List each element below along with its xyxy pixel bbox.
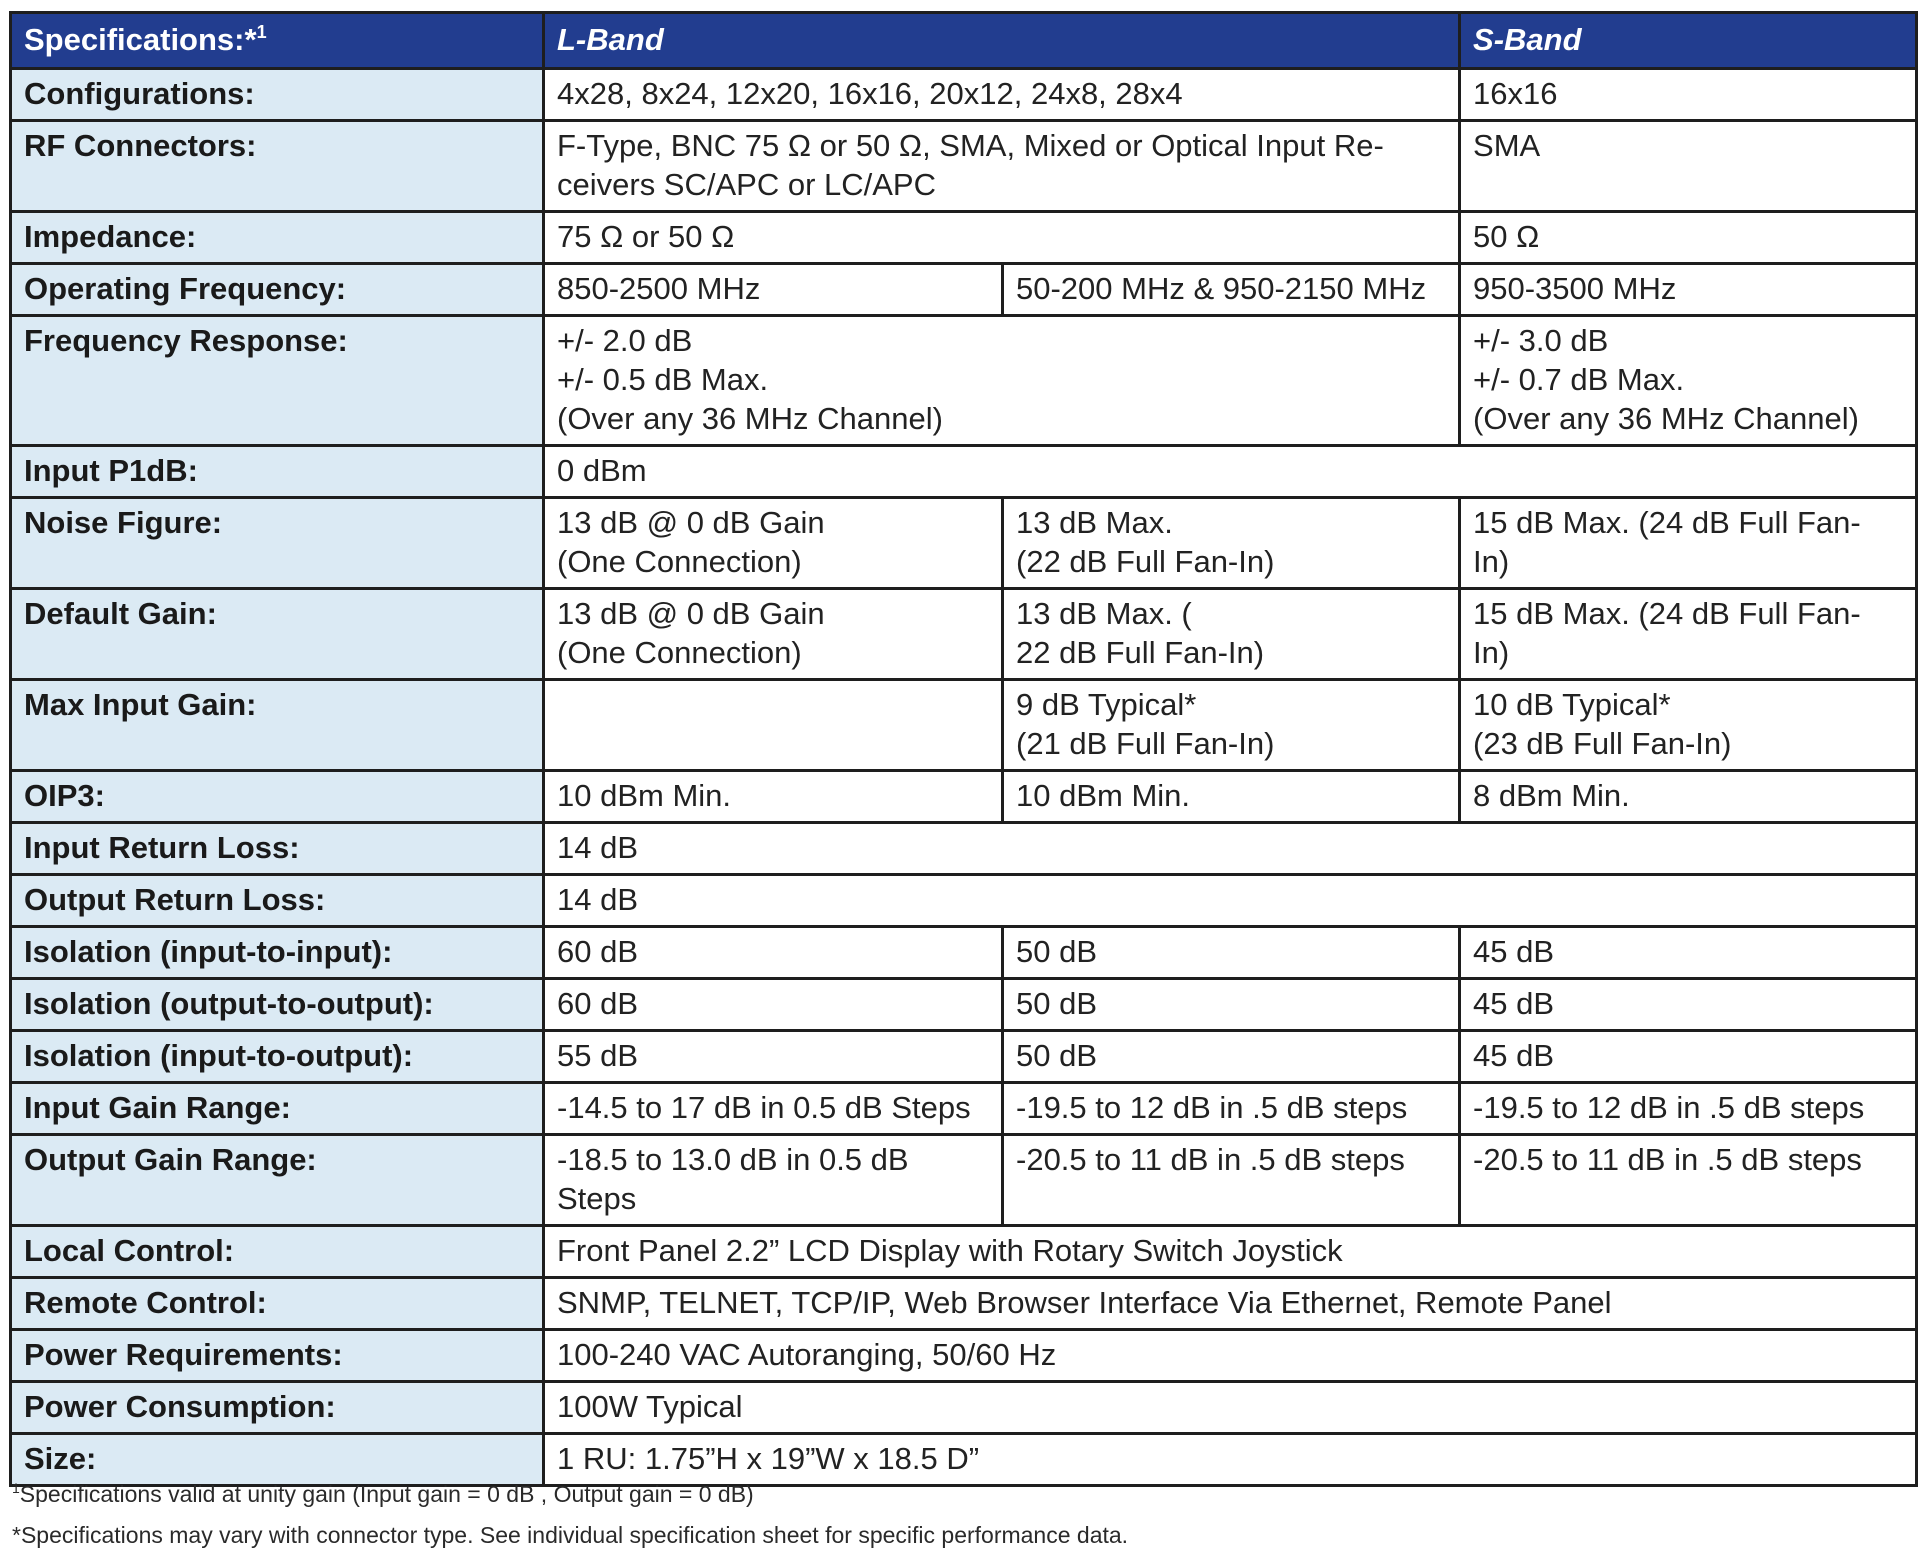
footnote-1-text: Specifications valid at unity gain (Input gain = 0 dB , Output gain = 0 dB) [19,1481,754,1507]
operating-frequency-l-band-b: 50-200 MHz & 950-2150 MHz [1003,264,1460,316]
table-row [11,121,1917,212]
row-label-impedance: Impedance: [11,212,544,264]
input-gain-range-s-band: -19.5 to 12 dB in .5 dB steps [1460,1083,1917,1135]
default-gain-s-line2: In) [1473,635,1510,670]
header-spec-label: Specifications:* [24,22,257,57]
row-label-input-return-loss: Input Return Loss: [11,823,544,875]
row-label-frequency-response: Frequency Response: [11,316,544,446]
noise-figure-l-a-line1: 13 dB @ 0 dB Gain [557,505,825,540]
frequency-response-l-line1: +/- 2.0 dB [557,323,693,358]
header-specifications [11,13,544,69]
operating-frequency-s-band: 950-3500 MHz [1460,264,1917,316]
input-return-loss-value: 14 dB [544,823,1917,875]
table-row [11,212,1917,264]
row-label-rf-connectors: RF Connectors: [11,121,544,212]
default-gain-s-line1: 15 dB Max. (24 dB Full Fan- [1473,596,1861,631]
input-gain-range-l-band-b: -19.5 to 12 dB in .5 dB steps [1003,1083,1460,1135]
output-gain-range-l-a-line1: -18.5 to 13.0 dB in 0.5 dB [557,1142,909,1177]
input-gain-range-l-band-a: -14.5 to 17 dB in 0.5 dB Steps [544,1083,1003,1135]
frequency-response-s-line1: +/- 3.0 dB [1473,323,1609,358]
table-row [11,1382,1917,1434]
noise-figure-l-band-a [544,498,1003,589]
power-consumption-value: 100W Typical [544,1382,1917,1434]
table-row [11,1083,1917,1135]
table-row [11,1135,1917,1226]
remote-control-value: SNMP, TELNET, TCP/IP, Web Browser Interface Via Ethernet, Remote Panel [544,1278,1917,1330]
max-input-gain-l-b-line2: (21 dB Full Fan-In) [1016,726,1275,761]
rf-connectors-l-line1: F-Type, BNC 75 Ω or 50 Ω, SMA, Mixed or Optical Input Re- [557,128,1384,163]
oip3-s-band: 8 dBm Min. [1460,771,1917,823]
max-input-gain-l-b-line1: 9 dB Typical* [1016,687,1197,722]
oip3-l-band-a: 10 dBm Min. [544,771,1003,823]
table-row [11,680,1917,771]
max-input-gain-s-band [1460,680,1917,771]
table-row [11,316,1917,446]
footnote-1-mark: 1 [12,1480,20,1496]
row-label-isolation-output-to-output: Isolation (output-to-output): [11,979,544,1031]
isolation-out-out-s-band: 45 dB [1460,979,1917,1031]
impedance-s-band: 50 Ω [1460,212,1917,264]
isolation-in-in-s-band: 45 dB [1460,927,1917,979]
row-label-oip3: OIP3: [11,771,544,823]
row-label-local-control: Local Control: [11,1226,544,1278]
output-return-loss-value: 14 dB [544,875,1917,927]
footnote-connector-type: *Specifications may vary with connector type. See individual specification sheet for specific performance data. [12,1522,1129,1548]
table-row [11,771,1917,823]
configurations-s-band: 16x16 [1460,69,1917,121]
max-input-gain-l-band-b [1003,680,1460,771]
default-gain-l-band-b [1003,589,1460,680]
footnotes [12,1480,1902,1562]
frequency-response-s-line2: +/- 0.7 dB Max. [1473,362,1685,397]
table-row [11,1031,1917,1083]
table-row [11,979,1917,1031]
default-gain-l-a-line2: (One Connection) [557,635,802,670]
isolation-in-out-l-band-b: 50 dB [1003,1031,1460,1083]
max-input-gain-s-line1: 10 dB Typical* [1473,687,1671,722]
table-row [11,927,1917,979]
output-gain-range-l-band-a [544,1135,1003,1226]
table-row [11,1226,1917,1278]
isolation-out-out-l-band-a: 60 dB [544,979,1003,1031]
row-label-input-p1db: Input P1dB: [11,446,544,498]
table-row [11,1330,1917,1382]
configurations-l-band: 4x28, 8x24, 12x20, 16x16, 20x12, 24x8, 28x4 [544,69,1460,121]
row-label-remote-control: Remote Control: [11,1278,544,1330]
isolation-in-in-l-band-a: 60 dB [544,927,1003,979]
default-gain-l-a-line1: 13 dB @ 0 dB Gain [557,596,825,631]
frequency-response-s-band [1460,316,1917,446]
table-row [11,589,1917,680]
header-l-band: L-Band [544,13,1460,69]
noise-figure-l-band-b [1003,498,1460,589]
row-label-isolation-input-to-output: Isolation (input-to-output): [11,1031,544,1083]
row-label-default-gain: Default Gain: [11,589,544,680]
frequency-response-l-band [544,316,1460,446]
operating-frequency-l-band-a: 850-2500 MHz [544,264,1003,316]
table-row [11,1278,1917,1330]
power-requirements-value: 100-240 VAC Autoranging, 50/60 Hz [544,1330,1917,1382]
row-label-output-return-loss: Output Return Loss: [11,875,544,927]
table-header-row [11,13,1917,69]
spec-table [9,11,1918,1487]
local-control-value: Front Panel 2.2” LCD Display with Rotary Switch Joystick [544,1226,1917,1278]
noise-figure-s-line1: 15 dB Max. (24 dB Full Fan- [1473,505,1861,540]
default-gain-l-b-line2: 22 dB Full Fan-In) [1016,635,1265,670]
frequency-response-l-line2: +/- 0.5 dB Max. [557,362,769,397]
table-row [11,446,1917,498]
isolation-in-in-l-band-b: 50 dB [1003,927,1460,979]
row-label-isolation-input-to-input: Isolation (input-to-input): [11,927,544,979]
default-gain-l-b-line1: 13 dB Max. ( [1016,596,1192,631]
row-label-output-gain-range: Output Gain Range: [11,1135,544,1226]
table-row [11,823,1917,875]
output-gain-range-l-band-b: -20.5 to 11 dB in .5 dB steps [1003,1135,1460,1226]
oip3-l-band-b: 10 dBm Min. [1003,771,1460,823]
rf-connectors-s-band: SMA [1460,121,1917,212]
row-label-power-requirements: Power Requirements: [11,1330,544,1382]
header-spec-footnote-mark: 1 [256,22,267,42]
size-value: 1 RU: 1.75”H x 19”W x 18.5 D” [544,1434,1917,1486]
rf-connectors-l-line2: ceivers SC/APC or LC/APC [557,167,936,202]
rf-connectors-l-band [544,121,1460,212]
header-s-band: S-Band [1460,13,1917,69]
row-label-max-input-gain: Max Input Gain: [11,680,544,771]
table-row [11,875,1917,927]
noise-figure-l-b-line1: 13 dB Max. [1016,505,1173,540]
frequency-response-l-line3: (Over any 36 MHz Channel) [557,401,943,436]
table-row [11,264,1917,316]
row-label-power-consumption: Power Consumption: [11,1382,544,1434]
noise-figure-s-line2: In) [1473,544,1510,579]
noise-figure-l-a-line2: (One Connection) [557,544,802,579]
noise-figure-l-b-line2: (22 dB Full Fan-In) [1016,544,1275,579]
max-input-gain-l-band-a [544,680,1003,771]
isolation-in-out-l-band-a: 55 dB [544,1031,1003,1083]
output-gain-range-s-band: -20.5 to 11 dB in .5 dB steps [1460,1135,1917,1226]
max-input-gain-s-line2: (23 dB Full Fan-In) [1473,726,1732,761]
row-label-input-gain-range: Input Gain Range: [11,1083,544,1135]
noise-figure-s-band [1460,498,1917,589]
row-label-configurations: Configurations: [11,69,544,121]
footnote-unity-gain [12,1480,1902,1508]
table-row [11,69,1917,121]
table-row [11,498,1917,589]
output-gain-range-l-a-line2: Steps [557,1181,637,1216]
row-label-operating-frequency: Operating Frequency: [11,264,544,316]
frequency-response-s-line3: (Over any 36 MHz Channel) [1473,401,1859,436]
impedance-l-band: 75 Ω or 50 Ω [544,212,1460,264]
default-gain-s-band [1460,589,1917,680]
isolation-out-out-l-band-b: 50 dB [1003,979,1460,1031]
table-row [11,1434,1917,1486]
row-label-noise-figure: Noise Figure: [11,498,544,589]
row-label-size: Size: [11,1434,544,1486]
input-p1db-value: 0 dBm [544,446,1917,498]
default-gain-l-band-a [544,589,1003,680]
isolation-in-out-s-band: 45 dB [1460,1031,1917,1083]
